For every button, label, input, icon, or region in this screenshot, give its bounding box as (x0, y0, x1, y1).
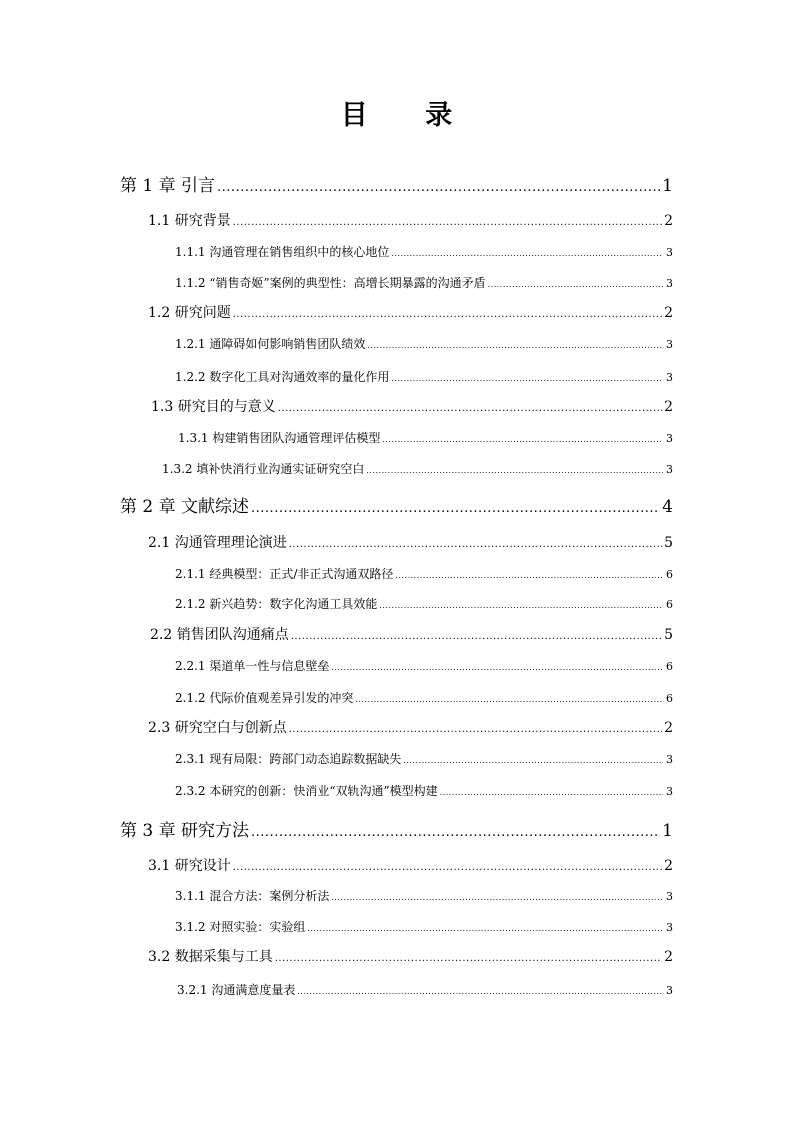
toc-page-number: 3 (666, 753, 673, 766)
toc-entry-label: 1.1 研究背景 (148, 213, 231, 229)
toc-entry-section[interactable] (148, 946, 673, 966)
toc-entry-label: 1.1.1 沟通管理在销售组织中的核心地位 (175, 245, 390, 259)
dot-leader (307, 924, 663, 933)
toc-entry-label: 3.2.1 沟通满意度量表 (177, 983, 296, 997)
dot-leader (297, 987, 663, 996)
toc-entry-subsection[interactable] (175, 243, 673, 260)
dot-leader (331, 663, 663, 672)
toc-page-number: 1 (662, 176, 673, 196)
toc-page-number: 2 (664, 213, 673, 229)
toc-entry-label: 1.2 研究问题 (148, 305, 231, 321)
toc-entry-chapter-2[interactable] (120, 492, 673, 517)
toc-entry-subsection[interactable] (175, 918, 673, 935)
toc-entry-section[interactable] (148, 302, 673, 322)
toc-entry-label: 3.1.1 混合方法：案例分析法 (175, 889, 330, 903)
toc-page-number: 6 (666, 568, 673, 581)
toc-page-number: 4 (662, 497, 673, 517)
toc-entry-label: 2.3.2 本研究的创新：快消业“双轨沟通”模型构建 (175, 784, 438, 798)
dot-leader (440, 788, 663, 797)
toc-page-number: 3 (666, 371, 673, 384)
toc-entry-subsection[interactable] (175, 368, 673, 385)
dot-leader (278, 403, 662, 414)
toc-page-number: 2 (664, 305, 673, 321)
toc-page-number: 2 (664, 399, 673, 415)
toc-entry-section[interactable] (150, 624, 673, 644)
toc-page-number: 3 (666, 890, 673, 903)
toc-page-number: 3 (666, 785, 673, 798)
toc-entry-label: 2.2 销售团队沟通痛点 (150, 627, 289, 643)
dot-leader (289, 539, 662, 550)
toc-page-number: 6 (666, 660, 673, 673)
dot-leader (217, 180, 660, 195)
dot-leader (233, 862, 662, 873)
toc-entry-label: 2.1.1 经典模型：正式/非正式沟通双路径 (175, 567, 394, 581)
dot-leader (291, 631, 662, 642)
toc-entry-label: 1.3 研究目的与意义 (151, 399, 276, 415)
toc-page-number: 6 (666, 692, 673, 705)
toc-entry-label: 2.3.1 现有局限：跨部门动态追踪数据缺失 (175, 752, 402, 766)
toc-entry-label: 3.1 研究设计 (148, 858, 231, 874)
toc-entry-subsection[interactable] (175, 565, 673, 582)
dot-leader (488, 280, 663, 289)
toc-entry-subsection[interactable] (175, 657, 673, 674)
dot-leader (366, 466, 663, 475)
toc-entry-label: 3.1.2 对照实验：实验组 (175, 920, 306, 934)
dot-leader (233, 309, 662, 320)
dot-leader (233, 217, 662, 228)
toc-entry-label: 2.1 沟通管理理论演进 (148, 535, 287, 551)
toc-entry-label: 1.3.2 填补快消行业沟通实证研究空白 (162, 462, 365, 476)
toc-page-number: 1 (662, 821, 673, 841)
toc-entry-section[interactable] (148, 210, 673, 230)
toc-entry-label: 1.2.1 通障碍如何影响销售团队绩效 (175, 337, 366, 351)
page-title: 目 录 (340, 100, 477, 131)
toc-entry-subsection[interactable] (177, 981, 673, 998)
toc-entry-chapter-3[interactable] (120, 816, 673, 841)
dot-leader (403, 756, 663, 765)
toc-entry-subsection[interactable] (175, 782, 673, 799)
dot-leader (379, 601, 663, 610)
toc-entry-label: 2.2.1 渠道单一性与信息壁垒 (175, 659, 330, 673)
toc-page-number: 2 (664, 949, 673, 965)
toc-page-number: 3 (666, 277, 673, 290)
dot-leader (355, 695, 663, 704)
dot-leader (395, 571, 663, 580)
toc-page-number: 3 (666, 984, 673, 997)
toc-page-number: 3 (666, 338, 673, 351)
toc-entry-label: 第 3 章 研究方法 (120, 821, 250, 841)
toc-entry-label: 2.1.2 代际价值观差异引发的冲突 (175, 691, 354, 705)
toc-entry-label: 2.1.2 新兴趋势：数字化沟通工具效能 (175, 597, 378, 611)
dot-leader (391, 374, 663, 383)
toc-entry-subsection[interactable] (178, 429, 673, 446)
dot-leader (391, 249, 663, 258)
dot-leader (331, 893, 663, 902)
toc-entry-label: 1.1.2 “销售奇姬”案例的典型性：高增长期暴露的沟通矛盾 (175, 276, 486, 290)
toc-entry-subsection[interactable] (175, 750, 673, 767)
toc-entry-section[interactable] (148, 717, 673, 737)
toc-entry-label: 第 1 章 引言 (120, 176, 216, 196)
dot-leader (251, 825, 660, 840)
toc-entry-subsection[interactable] (175, 595, 673, 612)
dot-leader (367, 341, 663, 350)
toc-entry-label: 1.3.1 构建销售团队沟通管理评估模型 (178, 431, 381, 445)
toc-entry-subsection[interactable] (175, 335, 673, 352)
toc-page-number: 3 (666, 246, 673, 259)
toc-entry-section[interactable] (148, 532, 673, 552)
toc-page-number: 2 (664, 858, 673, 874)
toc-page-number: 5 (664, 627, 673, 643)
toc-page-number: 3 (666, 432, 673, 445)
toc-entry-subsection[interactable] (175, 274, 673, 291)
toc-page-number: 6 (666, 598, 673, 611)
toc-page-number: 3 (666, 921, 673, 934)
toc-page-number: 3 (666, 463, 673, 476)
dot-leader (275, 953, 662, 964)
dot-leader (251, 501, 660, 516)
toc-entry-label: 2.3 研究空白与创新点 (148, 720, 287, 736)
toc-entry-chapter-1[interactable] (120, 171, 673, 196)
dot-leader (382, 435, 663, 444)
toc-entry-label: 1.2.2 数字化工具对沟通效率的量化作用 (175, 370, 390, 384)
toc-entry-subsection[interactable] (175, 887, 673, 904)
toc-entry-label: 第 2 章 文献综述 (120, 497, 250, 517)
toc-entry-subsection[interactable] (162, 460, 673, 477)
toc-entry-section[interactable] (151, 396, 673, 416)
toc-page-number: 2 (664, 720, 673, 736)
toc-page-number: 5 (664, 535, 673, 551)
toc-entry-section[interactable] (148, 855, 673, 875)
toc-entry-subsection[interactable] (175, 689, 673, 706)
toc-entry-label: 3.2 数据采集与工具 (148, 949, 273, 965)
dot-leader (289, 724, 662, 735)
